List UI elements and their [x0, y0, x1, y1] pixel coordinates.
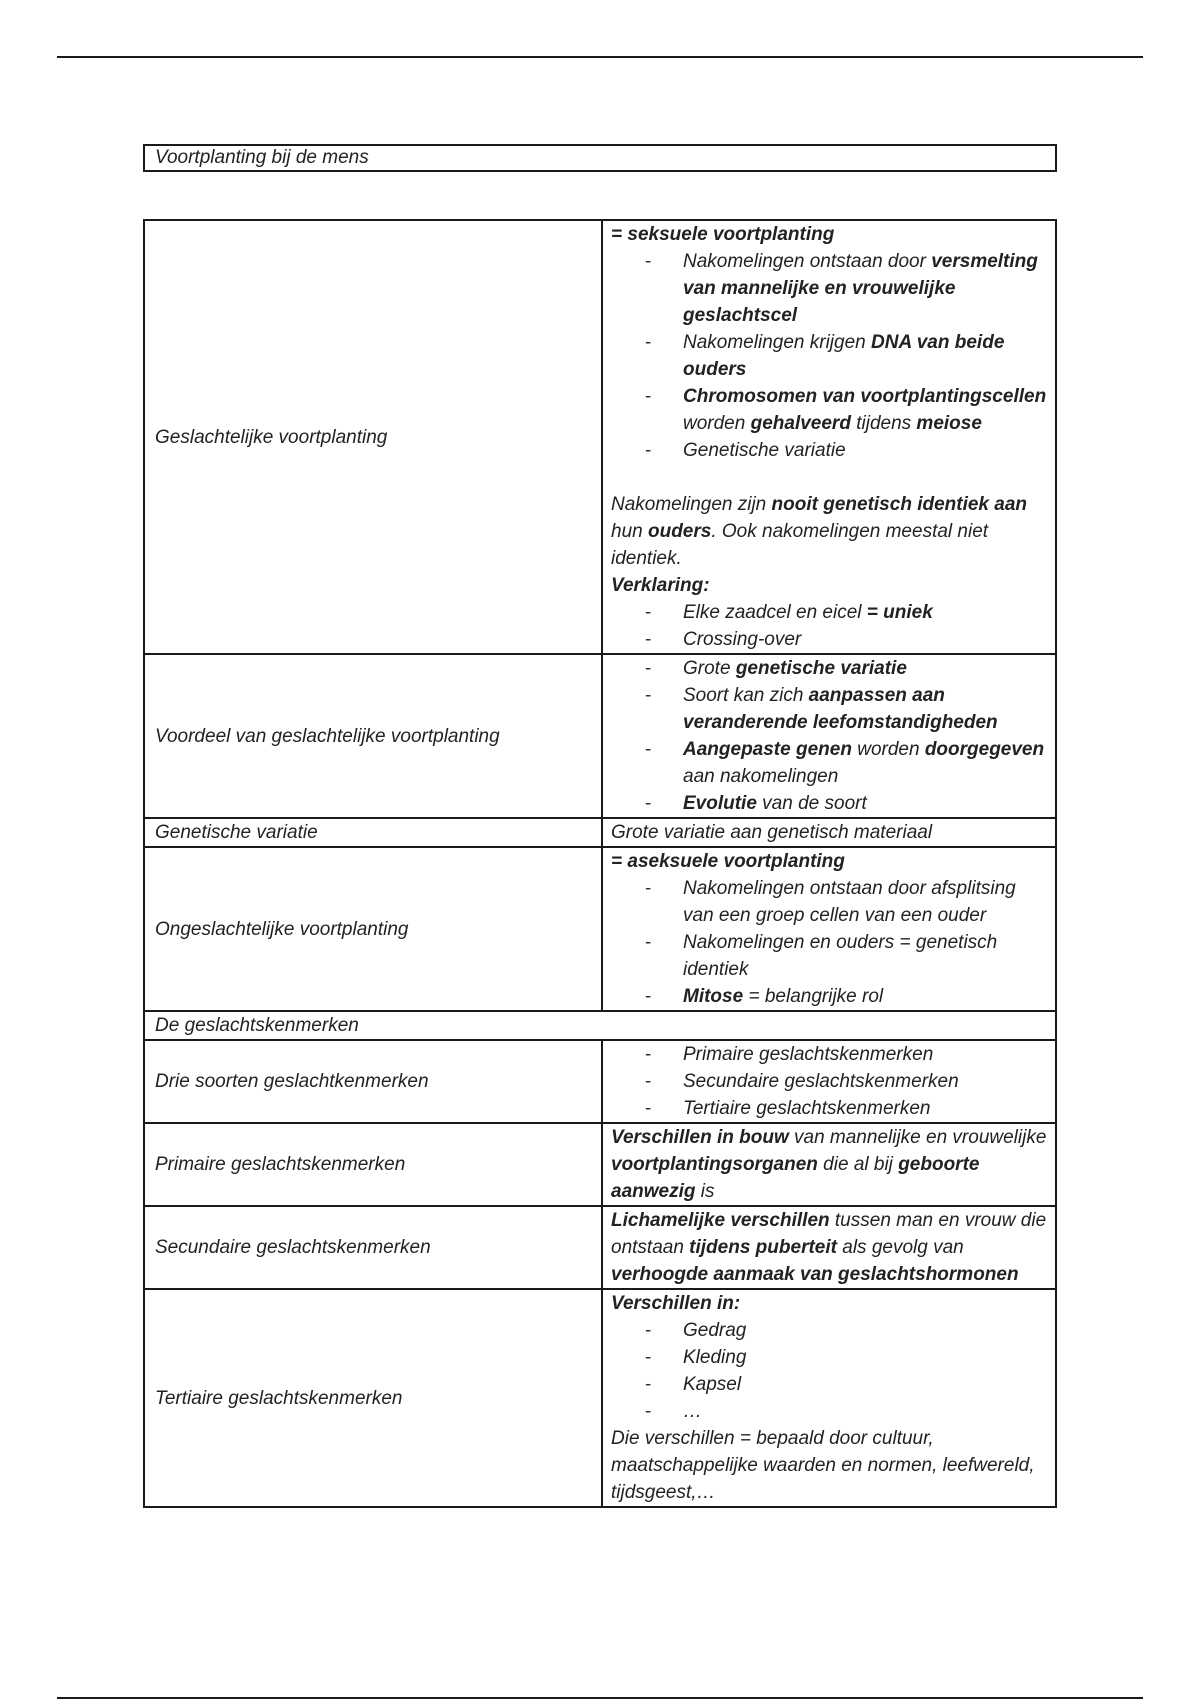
list-item: - Elke zaadcel en eicel = uniek — [683, 599, 1047, 626]
list-item: - Crossing-over — [683, 626, 1047, 653]
list-item: - Nakomelingen krijgen DNA van beide ouders — [683, 329, 1047, 383]
term-cell: Geslachtelijke voortplanting — [144, 220, 602, 654]
table-row — [144, 220, 1056, 654]
term-cell: Genetische variatie — [144, 818, 602, 847]
paragraph: Nakomelingen zijn nooit genetisch identiek aan hun ouders. Ook nakomelingen meestal niet identiek. — [611, 494, 1028, 569]
list-item: - Genetische variatie — [683, 437, 1047, 464]
section-heading: De geslachtskenmerken — [144, 1011, 1056, 1040]
definition-cell — [602, 654, 1056, 818]
bullet-list — [611, 875, 1047, 1010]
term-cell: Drie soorten geslachtkenmerken — [144, 1040, 602, 1123]
table-row — [144, 1206, 1056, 1289]
bullet-list — [611, 599, 1047, 653]
table-row — [144, 1040, 1056, 1123]
list-item: - Aangepaste genen worden doorgegeven aan nakomelingen — [683, 736, 1047, 790]
bullet-list — [611, 248, 1047, 464]
table-row — [144, 654, 1056, 818]
table-row — [144, 1289, 1056, 1507]
list-item: - Mitose = belangrijke rol — [683, 983, 1047, 1010]
list-item: - Kleding — [683, 1344, 1047, 1371]
list-item: - Nakomelingen ontstaan door afsplitsing van een groep cellen van een ouder — [683, 875, 1047, 929]
term-cell: Tertiaire geslachtskenmerken — [144, 1289, 602, 1507]
definition-cell: Verschillen in: - Gedrag - Kleding - Kapsel - … Die verschillen = bepaald door cultuur, maatschappelijke waarden en normen, leefwereld, tijdsgeest,… — [602, 1289, 1056, 1507]
paragraph: Die verschillen = bepaald door cultuur, maatschappelijke waarden en normen, leefwereld, tijdsgeest,… — [611, 1428, 1035, 1503]
list-item: - Grote genetische variatie — [683, 655, 1047, 682]
header-rule — [57, 56, 1143, 58]
list-item: - Nakomelingen ontstaan door versmelting van mannelijke en vrouwelijke geslachtscel — [683, 248, 1047, 329]
list-item: - Kapsel — [683, 1371, 1047, 1398]
table-row — [144, 847, 1056, 1011]
list-item: - Chromosomen van voortplantingscellen worden gehalveerd tijdens meiose — [683, 383, 1047, 437]
definition-cell: Grote variatie aan genetisch materiaal — [602, 818, 1056, 847]
list-item: - Nakomelingen en ouders = genetisch identiek — [683, 929, 1047, 983]
bullet-list — [611, 655, 1047, 817]
term-cell: Ongeslachtelijke voortplanting — [144, 847, 602, 1011]
list-item: - … — [683, 1398, 1047, 1425]
list-item: - Tertiaire geslachtskenmerken — [683, 1095, 1047, 1122]
table-row — [144, 1123, 1056, 1206]
term-cell: Secundaire geslachtskenmerken — [144, 1206, 602, 1289]
list-item: - Secundaire geslachtskenmerken — [683, 1068, 1047, 1095]
definition-cell: Lichamelijke verschillen tussen man en vrouw die ontstaan tijdens puberteit als gevolg van verhoogde aanmaak van geslachtshormonen — [602, 1206, 1056, 1289]
definition-cell — [602, 1040, 1056, 1123]
notes-table — [143, 219, 1057, 1508]
definition-cell: Verschillen in bouw van mannelijke en vrouwelijke voortplantingsorganen die al bij geboorte aanwezig is — [602, 1123, 1056, 1206]
explanation-label: Verklaring: — [611, 575, 710, 596]
table-row — [144, 1011, 1056, 1040]
definition-cell: = aseksuele voortplanting - Nakomelingen ontstaan door afsplitsing van een groep cellen van een ouder - Nakomelingen en ouders = genetisch identiek - Mitose = belangrijke rol — [602, 847, 1056, 1011]
definition-cell: = seksuele voortplanting - Nakomelingen ontstaan door versmelting van mannelijke en vrouwelijke geslachtscel - Nakomelingen krijgen DNA van beide ouders - Chromosomen van voortplantingscellen worden gehalveerd tijdens meiose - Genetische variatie Nakomelingen zijn nooit genetisch identiek aan hun ouders. Ook nakomelingen meestal niet identiek. Verklaring: - Elke zaadcel en eicel = uniek - Crossing-over — [602, 220, 1056, 654]
bullet-list — [611, 1317, 1047, 1425]
table-row — [144, 818, 1056, 847]
bullet-list — [611, 1041, 1047, 1122]
page-title: Voortplanting bij de mens — [143, 144, 1057, 172]
list-item: - Soort kan zich aanpassen aan veranderende leefomstandigheden — [683, 682, 1047, 736]
list-item: - Evolutie van de soort — [683, 790, 1047, 817]
list-item: - Primaire geslachtskenmerken — [683, 1041, 1047, 1068]
list-item: - Gedrag — [683, 1317, 1047, 1344]
footer-rule — [57, 1697, 1143, 1699]
term-cell: Voordeel van geslachtelijke voortplanting — [144, 654, 602, 818]
term-cell: Primaire geslachtskenmerken — [144, 1123, 602, 1206]
